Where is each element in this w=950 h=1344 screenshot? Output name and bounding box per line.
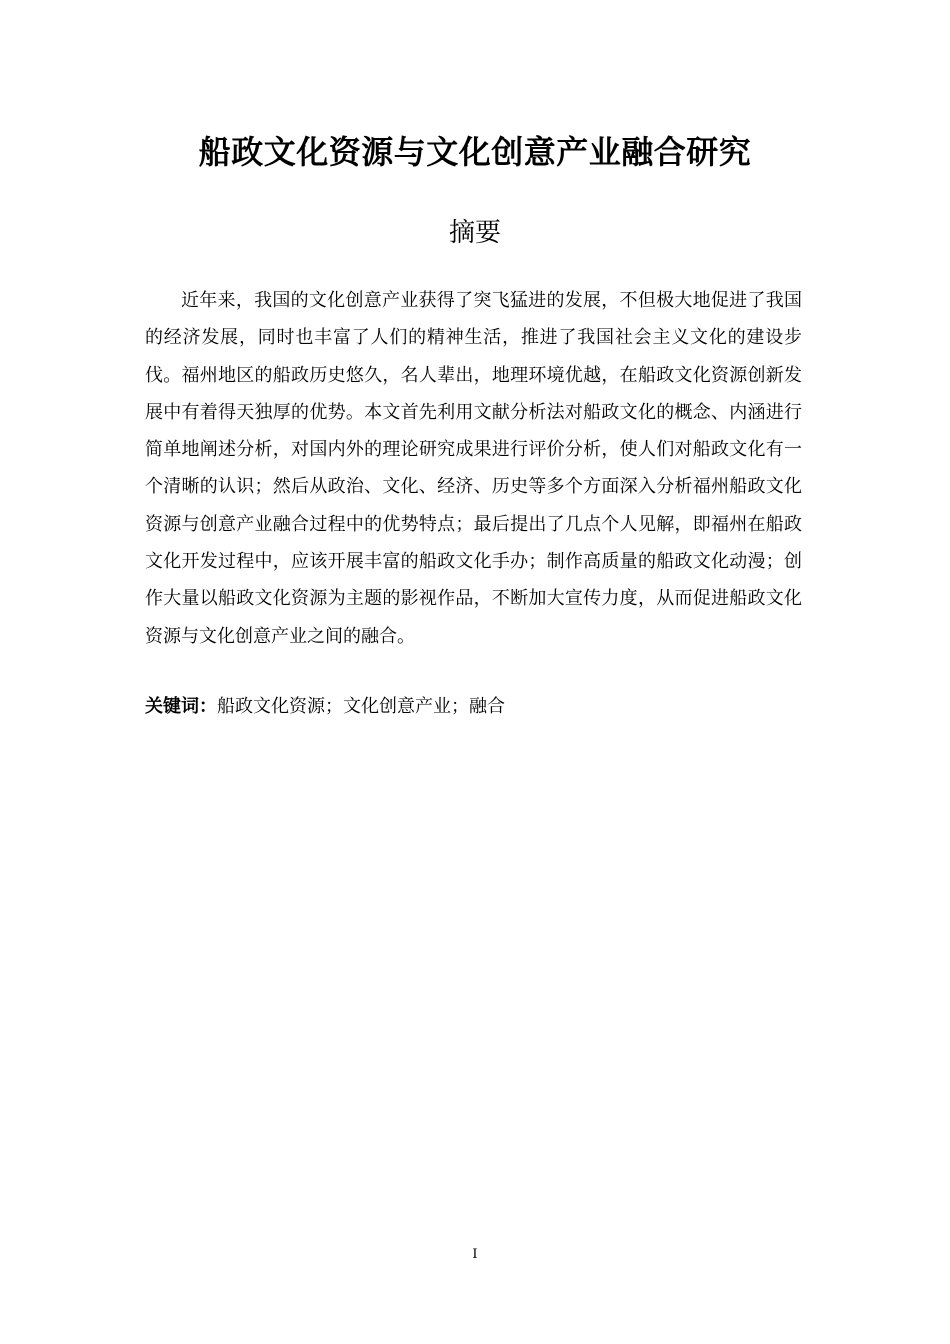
- keywords-label: 关键词：: [145, 696, 217, 717]
- keywords-line: [145, 690, 802, 724]
- abstract-body: 近年来，我国的文化创意产业获得了突飞猛进的发展，不但极大地促进了我国的经济发展，同时也丰富了人们的精神生活，推进了我国社会主义文化的建设步伐。福州地区的船政历史悠久，名人辈出，地理环境优越，在船政文化资源创新发展中有着得天独厚的优势。本文首先利用文献分析法对船政文化的概念、内涵进行简单地阐述分析，对国内外的理论研究成果进行评价分析，使人们对船政文化有一个清晰的认识；然后从政治、文化、经济、历史等多个方面深入分析福州船政文化资源与创意产业融合过程中的优势特点；最后提出了几点个人见解，即福州在船政文化开发过程中，应该开展丰富的船政文化手办；制作高质量的船政文化动漫；创作大量以船政文化资源为主题的影视作品，不断加大宣传力度，从而促进船政文化资源与文化创意产业之间的融合。: [145, 290, 802, 647]
- page-number: I: [472, 1247, 478, 1262]
- document-title: 船政文化资源与文化创意产业融合研究: [198, 133, 752, 171]
- abstract-heading: 摘要: [448, 218, 501, 248]
- keywords-text: 船政文化资源；文化创意产业；融合: [217, 696, 505, 717]
